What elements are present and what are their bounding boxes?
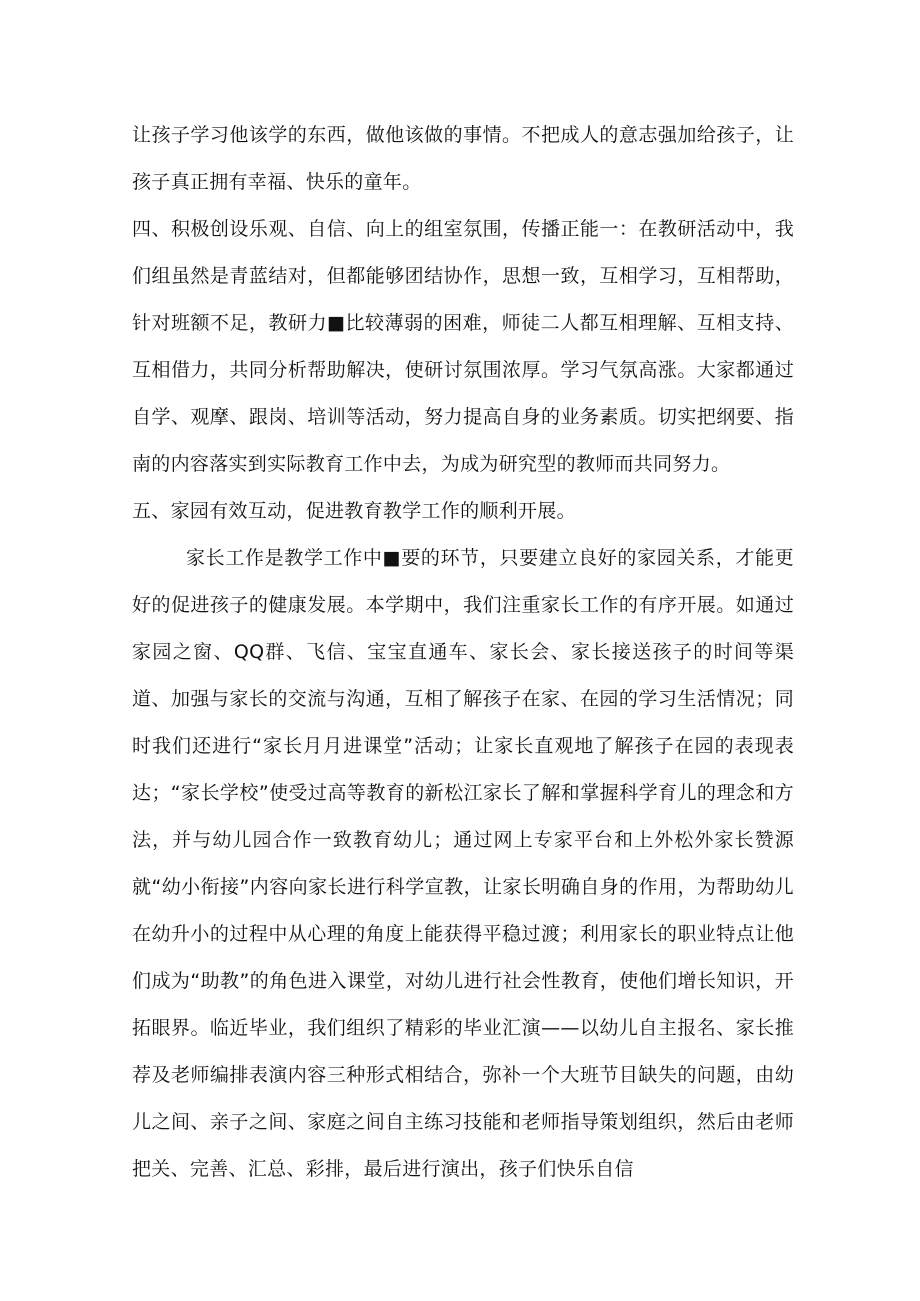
paragraph-1: 让孩子学习他该学的东西，做他该做的事情。不把成人的意志强加给孩子，让孩子真正拥有幸福、快乐的童年。 — [132, 124, 794, 193]
paragraph-2: 四、积极创设乐观、自信、向上的组室氛围，传播正能一：在教研活动中，我们组虽然是青蓝结对，但都能够团结协作，思想一致，互相学习，互相帮助，针对班额不足，教研力■比较薄弱的困难，师徒二人都互相理解、互相支持、互相借力，共同分析帮助解决，使研讨氛围浓厚。学习气氛高涨。大家都通过自学、观摩、跟岗、培训等活动，努力提高自身的业务素质。切实把纲要、指南的内容落实到实际教育工作中去，为成为研究型的教师而共同努力。 — [132, 218, 794, 475]
paragraph-3: 五、家园有效互动，促进教育教学工作的顺利开展。 — [132, 500, 576, 522]
paragraph-4: 家长工作是教学工作中■要的环节，只要建立良好的家园关系，才能更好的促进孩子的健康发展。本学期中，我们注重家长工作的有序开展。如通过家园之窗、QQ群、飞信、宝宝直通车、家长会、家长接送孩子的时间等渠道、加强与家长的交流与沟通，互相了解孩子在家、在园的学习生活情况；同时我们还进行“家长月月进课堂”活动；让家长直观地了解孩子在园的表现表达；“家长学校”使受过高等教育的新松江家长了解和掌握科学育儿的理念和方法，并与幼儿园合作一致教育幼儿；通过网上专家平台和上外松外家长赞源就“幼小衔接”内容向家长进行科学宣教，让家长明确自身的作用，为帮助幼儿在幼升小的过程中从心理的角度上能获得平稳过渡；利用家长的职业特点让他们成为“助教”的角色进入课堂，对幼儿进行社会性教育，使他们增长知识，开拓眼界。临近毕业，我们组织了精彩的毕业汇演——以幼儿自主报名、家长推荐及老师编排表演内容三种形式相结合，弥补一个大班节目缺失的问题，由幼儿之间、亲子之间、家庭之间自主练习技能和老师指导策划组织，然后由老师把关、完善、汇总、彩排，最后进行演出，孩子们快乐自信 — [132, 547, 794, 1180]
document-body — [132, 112, 794, 1193]
